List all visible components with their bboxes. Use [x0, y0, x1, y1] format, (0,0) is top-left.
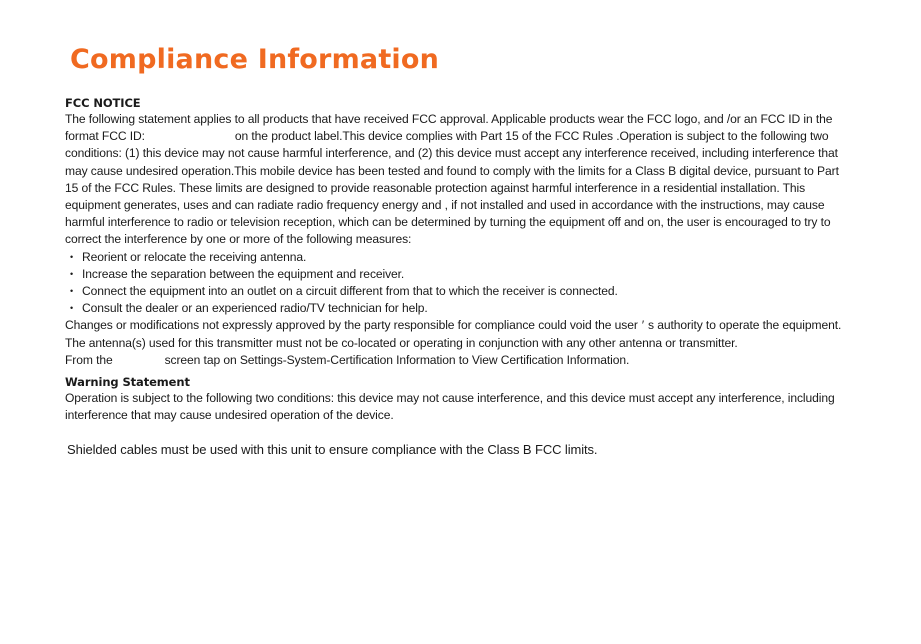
changes-apostrophe: ′	[641, 318, 644, 333]
fcc-statement-part2: on the product label.This device complies with Part 15 of the FCC Rules .Operation is subject to the following two conditions: (1) this device may not cause harmful interference, and (2) this device must accept any interference received, including interference that may cause undesired operation.This mobile device has been tested and found to comply with the limits for a Class B digital device, pursuant to Part 15 of the FCC Rules. These limits are designed to provide reasonable protection against harmful interference in a residential installation. This equipment generates, uses and can radiate radio frequency energy and , if not installed and used in accordance with the instructions, may cause harmful interference to radio or television reception, which can be determined by turning the equipment off and on, the user is encouraged to try to correct the interference by one or more of the following measures:	[65, 129, 839, 247]
changes-part2: s authority to operate the equipment. The antenna(s) used for this transmitter must not be co-located or operating in conjunction with any other antenna or transmitter.	[65, 318, 842, 350]
fcc-statement	[65, 111, 855, 249]
page-title: Compliance Information	[70, 44, 440, 75]
warning-text: Operation is subject to the following two conditions: this device may not cause interference, and this device must accept any interference, including interference that may cause undesired operation of the device.	[65, 391, 835, 423]
changes-statement	[65, 317, 855, 351]
fcc-notice-heading: FCC NOTICE	[65, 96, 141, 110]
warning-heading: Warning Statement	[65, 375, 190, 390]
list-item: • Increase the separation between the equipment and receiver.	[65, 266, 855, 283]
from-part2: screen tap on Settings-System-Certification Information to View Certification Information.	[164, 352, 630, 367]
compliance-body	[65, 96, 855, 459]
list-item: • Consult the dealer or an experienced radio/TV technician for help.	[65, 300, 855, 317]
from-part1: From the	[65, 352, 113, 367]
spacer	[65, 424, 855, 441]
changes-part1: Changes or modifications not expressly approved by the party responsible for compliance could void the user	[65, 318, 638, 333]
from-statement	[65, 352, 855, 369]
fcc-statement-part1: The following statement applies to all products that have received FCC approval. Applicable products wear the FCC logo, and /or an FCC ID in the format FCC ID:	[65, 112, 833, 144]
measures-list	[65, 249, 855, 318]
list-item: • Connect the equipment into an outlet on a circuit different from that to which the receiver is connected.	[65, 283, 855, 300]
list-item: • Reorient or relocate the receiving antenna.	[65, 249, 855, 266]
shielded-cables-note: Shielded cables must be used with this unit to ensure compliance with the Class B FCC limits.	[67, 442, 598, 458]
